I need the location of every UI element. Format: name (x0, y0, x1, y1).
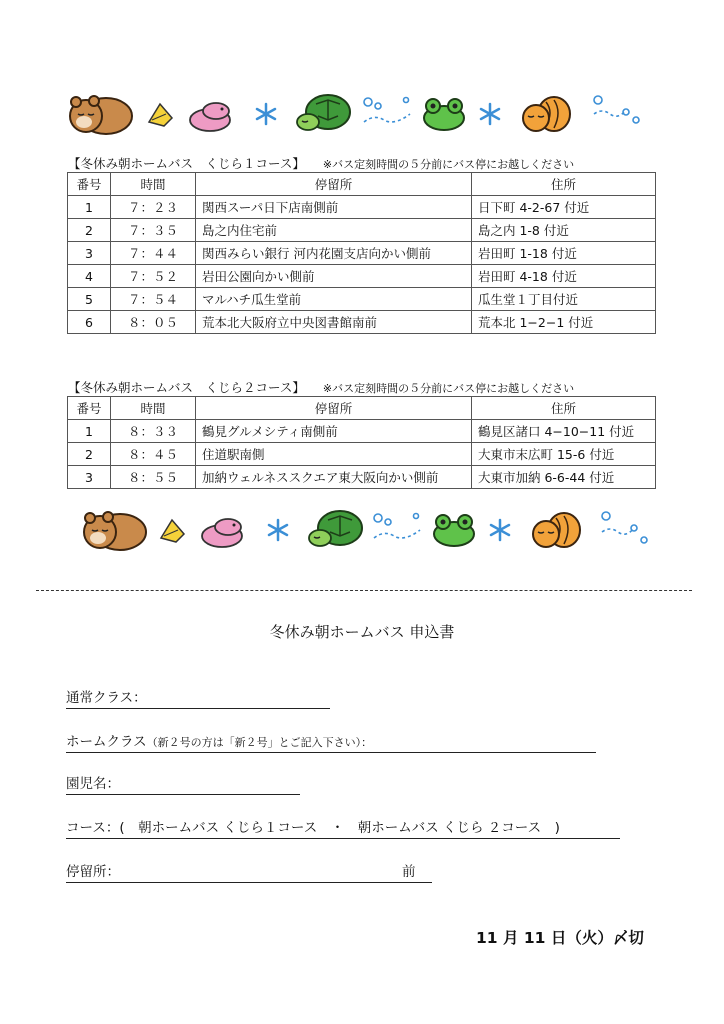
table-row (68, 443, 656, 466)
course1-table (67, 172, 656, 334)
cut-line (36, 590, 692, 591)
home-class-field[interactable] (66, 730, 596, 753)
row-address: 大東市加納 6-6-44 付近 (472, 466, 656, 489)
decoration-row-top (0, 88, 724, 144)
bubbles-icon (362, 94, 414, 128)
stop-field[interactable] (66, 860, 432, 883)
table-header-row (68, 173, 656, 196)
course2-title-line (68, 378, 574, 396)
row-number: 3 (68, 242, 111, 265)
bubbles-icon (600, 510, 652, 550)
table-row (68, 420, 656, 443)
table-row (68, 196, 656, 219)
row-stop: 関西みらい銀行 河内花園支店向かい側前 (196, 242, 472, 265)
row-time: ８：４５ (111, 443, 196, 466)
row-number: 4 (68, 265, 111, 288)
row-address: 鶴見区諸口 4−10−11 付近 (472, 420, 656, 443)
course1-title-line (68, 154, 574, 172)
turtle-icon (294, 92, 354, 134)
bubbles-icon (592, 94, 644, 128)
row-address: 瓜生堂１丁目付近 (472, 288, 656, 311)
snowflake-icon (254, 102, 278, 126)
snowflake-icon (266, 518, 290, 542)
row-time: ７：３５ (111, 219, 196, 242)
row-stop: マルハチ瓜生堂前 (196, 288, 472, 311)
home-class-note: （新２号の方は「新２号」とご記入下さい）： (146, 736, 373, 749)
row-time: ７：４４ (111, 242, 196, 265)
course-selection-field[interactable] (66, 816, 620, 839)
course2-title: 【冬休み朝ホームバス くじら２コース】 (68, 380, 305, 395)
child-name-label: 園児名： (66, 776, 120, 792)
snake-icon (186, 96, 236, 134)
frog-icon (420, 96, 468, 132)
row-stop: 鶴見グルメシティ南側前 (196, 420, 472, 443)
stop-suffix: 前 (402, 864, 416, 880)
row-time: ８：５５ (111, 466, 196, 489)
frog-icon (430, 512, 478, 548)
row-stop: 荒本北大阪府立中央図書館南前 (196, 311, 472, 334)
leaf-icon (146, 102, 174, 128)
row-number: 2 (68, 219, 111, 242)
row-time: ７：５２ (111, 265, 196, 288)
row-number: 6 (68, 311, 111, 334)
squirrel-icon (520, 94, 572, 134)
regular-class-label: 通常クラス： (66, 690, 147, 706)
leaf-icon (158, 518, 186, 544)
row-time: ８：０５ (111, 311, 196, 334)
snowflake-icon (488, 518, 512, 542)
row-address: 岩田町 1-18 付近 (472, 242, 656, 265)
row-stop: 島之内住宅前 (196, 219, 472, 242)
row-time: ７：２３ (111, 196, 196, 219)
header-number: 番号 (68, 173, 111, 196)
turtle-icon (306, 508, 366, 550)
table-row (68, 288, 656, 311)
home-class-label: ホームクラス (66, 734, 147, 750)
snowflake-icon (478, 102, 502, 126)
header-number: 番号 (68, 397, 111, 420)
table-row (68, 311, 656, 334)
row-stop: 加納ウェルネススクエア東大阪向かい側前 (196, 466, 472, 489)
regular-class-field[interactable] (66, 686, 330, 709)
bear-icon (64, 92, 134, 136)
row-address: 荒本北 1−2−1 付近 (472, 311, 656, 334)
form-title: 冬休み朝ホームバス 申込書 (269, 623, 455, 641)
squirrel-icon (530, 510, 582, 550)
bubbles-icon (372, 510, 424, 544)
row-stop: 住道駅南側 (196, 443, 472, 466)
decoration-row-bottom (0, 504, 724, 560)
course1-title: 【冬休み朝ホームバス くじら１コース】 (68, 156, 305, 171)
table-row (68, 219, 656, 242)
row-number: 3 (68, 466, 111, 489)
stop-label: 停留所： (66, 864, 120, 880)
row-number: 2 (68, 443, 111, 466)
table-row (68, 242, 656, 265)
row-address: 大東市末広町 15-6 付近 (472, 443, 656, 466)
row-address: 岩田町 4-18 付近 (472, 265, 656, 288)
table-row (68, 466, 656, 489)
row-address: 島之内 1-8 付近 (472, 219, 656, 242)
header-address: 住所 (472, 397, 656, 420)
course2-note: ※バス定刻時間の５分前にバス停にお越しください (322, 382, 575, 395)
course-selection-label: コース：( 朝ホームバス くじら１コース ・ 朝ホームバス くじら ２コース ) (66, 820, 560, 836)
row-number: 1 (68, 196, 111, 219)
header-time: 時間 (111, 397, 196, 420)
header-stop: 停留所 (196, 173, 472, 196)
row-stop: 岩田公園向かい側前 (196, 265, 472, 288)
row-time: ７：５４ (111, 288, 196, 311)
header-address: 住所 (472, 173, 656, 196)
row-number: 1 (68, 420, 111, 443)
header-time: 時間 (111, 173, 196, 196)
row-stop: 関西スーパ日下店南側前 (196, 196, 472, 219)
header-stop: 停留所 (196, 397, 472, 420)
table-row (68, 265, 656, 288)
child-name-field[interactable] (66, 772, 300, 795)
snake-icon (198, 512, 248, 550)
course1-note: ※バス定刻時間の５分前にバス停にお越しください (322, 158, 575, 171)
row-time: ８：３３ (111, 420, 196, 443)
table-header-row (68, 397, 656, 420)
deadline: 11 月 11 日（火）〆切 (476, 929, 644, 947)
bear-icon (78, 508, 148, 552)
course2-table (67, 396, 656, 489)
row-number: 5 (68, 288, 111, 311)
row-address: 日下町 4-2-67 付近 (472, 196, 656, 219)
